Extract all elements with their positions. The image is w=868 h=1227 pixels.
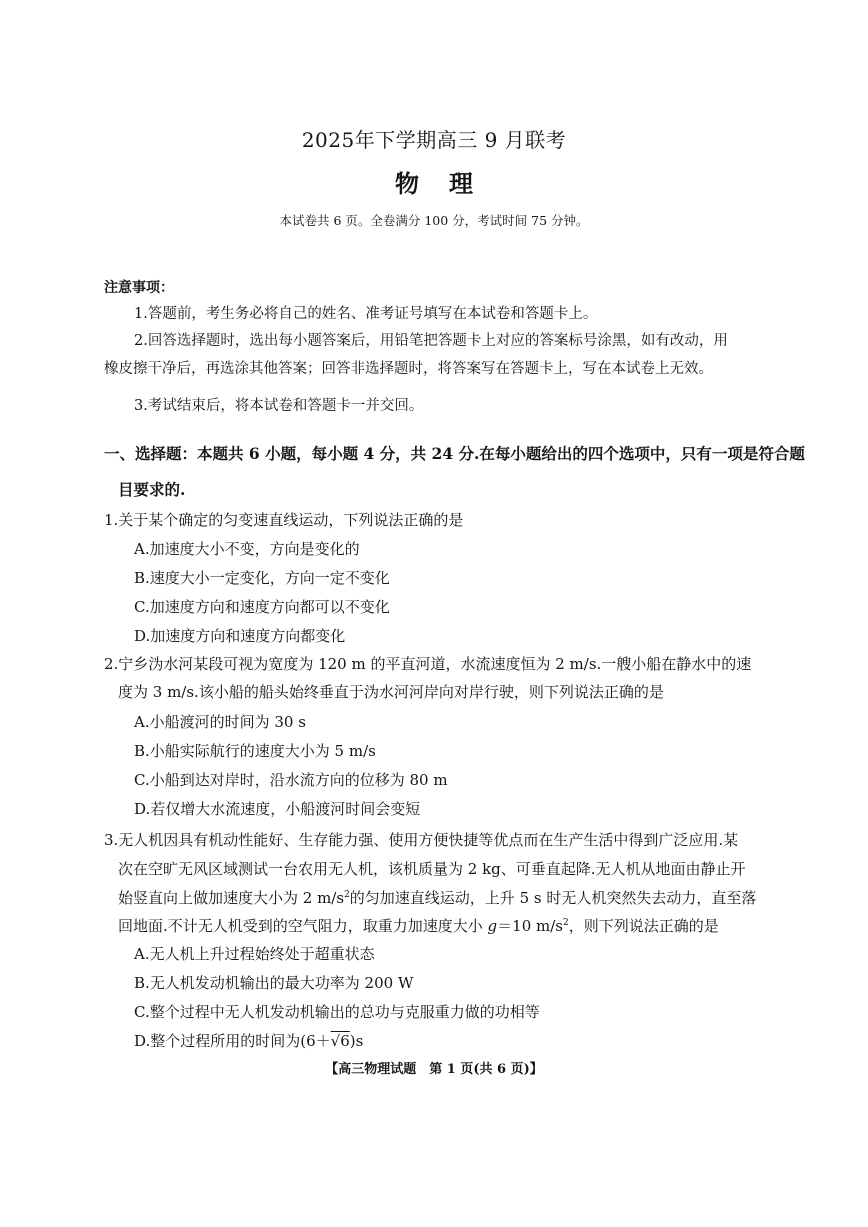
question-3-stem-line-3-part-a: 始竖直向上做加速度大小为 2 m/s [118, 889, 345, 907]
question-2-option-b: B.小船实际航行的速度大小为 5 m/s [134, 742, 376, 760]
question-3-stem-line-3-part-b: 的匀加速直线运动，上升 5 s 时无人机突然失去动力，直至落 [349, 889, 757, 907]
question-2-option-a: A.小船渡河的时间为 30 s [134, 713, 306, 731]
question-3-option-a: A.无人机上升过程始终处于超重状态 [134, 945, 375, 963]
exam-title: 2025年下学期高三 9 月联考 [301, 128, 567, 152]
notice-item-2-line-1: 2.回答选择题时，选出每小题答案后，用铅笔把答题卡上对应的答案标号涂黑，如有改动，用 [134, 333, 728, 349]
question-2-stem-line-1: 2.宁乡沩水河某段可视为宽度为 120 m 的平直河道，水流速度恒为 2 m/s.一艘小船在静水中的速 [104, 655, 752, 673]
superscript-2: 2 [344, 890, 350, 900]
page-footer: 【高三物理试题 第 1 页(共 6 页)】 [325, 1062, 543, 1077]
sqrt-6: √6 [330, 1032, 350, 1050]
notice-item-3: 3.考试结束后，将本试卷和答题卡一并交回。 [134, 398, 424, 414]
question-1-option-a: A.加速度大小不变，方向是变化的 [134, 540, 360, 558]
question-1-option-b: B.速度大小一定变化，方向一定不变化 [134, 569, 390, 587]
question-3-stem-line-4 [118, 916, 719, 936]
question-3-stem-line-4-part-b: ＝10 m/s [497, 917, 563, 935]
superscript-2: 2 [563, 918, 569, 928]
question-3-stem-line-4-part-c: ，则下列说法正确的是 [568, 917, 719, 935]
question-3-stem-line-1: 3.无人机因具有机动性能好、生存能力强、使用方便快捷等优点而在生产生活中得到广泛应用.某 [104, 831, 739, 849]
question-3-stem-line-3 [118, 888, 756, 908]
gravity-symbol: g [487, 917, 498, 935]
question-3-stem-line-4-part-a: 回地面.不计无人机受到的空气阻力，取重力加速度大小 [118, 917, 488, 935]
question-2-option-d: D.若仅增大水流速度，小船渡河时间会变短 [134, 800, 421, 818]
section-1-title-line-2: 目要求的. [118, 480, 186, 499]
notice-item-1: 1.答题前，考生务必将自己的姓名、准考证号填写在本试卷和答题卡上。 [134, 306, 598, 322]
question-1-option-d: D.加速度方向和速度方向都变化 [134, 627, 346, 645]
question-3-option-b: B.无人机发动机输出的最大功率为 200 W [134, 974, 414, 992]
question-3-option-d-part-b: )s [349, 1032, 364, 1050]
question-1-stem: 1.关于某个确定的匀变速直线运动，下列说法正确的是 [104, 511, 464, 529]
subject-title: 物理 [395, 169, 503, 198]
exam-info: 本试卷共 6 页。全卷满分 100 分，考试时间 75 分钟。 [279, 213, 589, 228]
question-2-option-c: C.小船到达对岸时，沿水流方向的位移为 80 m [134, 771, 448, 789]
question-3-option-d-part-a: D.整个过程所用的时间为(6＋ [134, 1032, 331, 1050]
question-2-stem-line-2: 度为 3 m/s.该小船的船头始终垂直于沩水河河岸向对岸行驶，则下列说法正确的是 [118, 683, 664, 701]
question-1-option-c: C.加速度方向和速度方向都可以不变化 [134, 598, 390, 616]
question-3-option-c: C.整个过程中无人机发动机输出的总功与克服重力做的功相等 [134, 1003, 540, 1021]
notice-heading: 注意事项： [104, 280, 174, 296]
section-1-title-line-1: 一、选择题：本题共 6 小题，每小题 4 分，共 24 分.在每小题给出的四个选项中，只有一项是符合题 [104, 444, 805, 463]
notice-item-2-line-2: 橡皮擦干净后，再选涂其他答案；回答非选择题时，将答案写在答题卡上，写在本试卷上无效。 [104, 361, 713, 377]
question-3-option-d [134, 1031, 363, 1051]
question-3-stem-line-2: 次在空旷无风区域测试一台农用无人机，该机质量为 2 kg、可垂直起降.无人机从地面由静止开 [118, 860, 746, 878]
